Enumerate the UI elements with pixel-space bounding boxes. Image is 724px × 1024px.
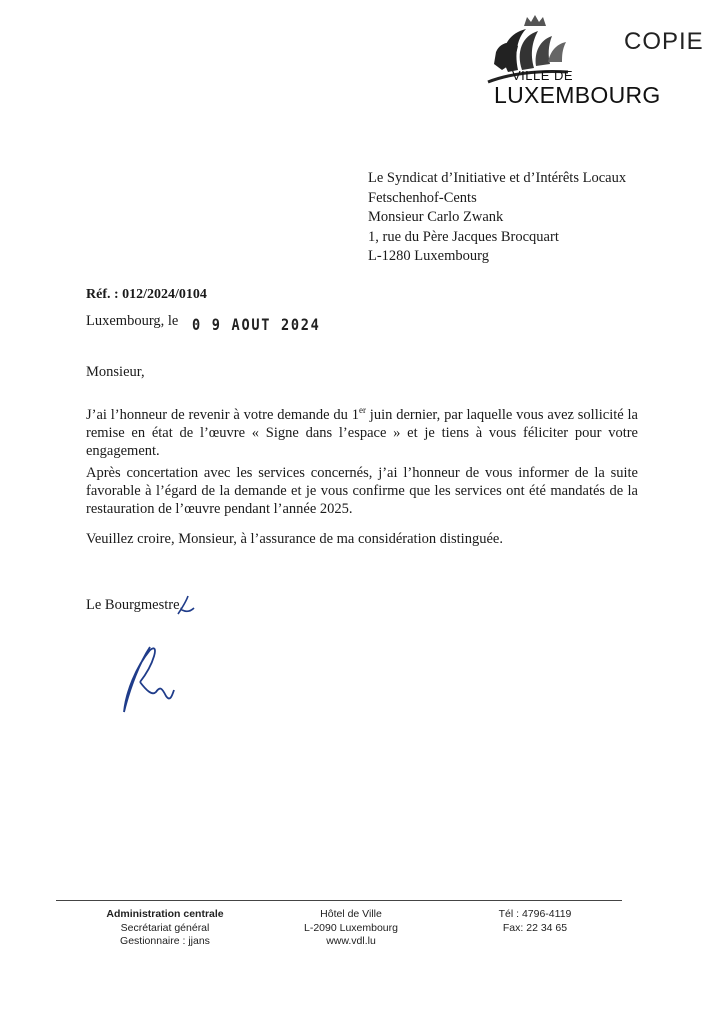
footer-fax: Fax: 22 34 65 xyxy=(502,921,568,934)
footer-website: www.vdl.lu xyxy=(326,935,376,947)
place-prefix: Luxembourg, le xyxy=(86,313,179,329)
footer-divider xyxy=(56,900,622,901)
copy-stamp: COPIE xyxy=(624,28,704,55)
recipient-line: Fetschenhof-Cents xyxy=(368,189,477,206)
footer-address xyxy=(296,908,406,949)
signatory-title: Le Bourgmestre, xyxy=(86,597,184,613)
paragraph-1-end: juin dernier, par laquelle vous avez sollicité la remise en état de l’œuvre « Signe dans l’espace » et je tiens à vous féliciter pour votre engagement. xyxy=(86,406,638,459)
logo-line2: LUXEMBOURG xyxy=(494,82,661,108)
recipient-line: Le Syndicat d’Initiative et d’Intérêts Locaux xyxy=(368,170,627,186)
footer-phone: Tél : 4796-4119 xyxy=(498,908,572,920)
closing-formula: Veuillez croire, Monsieur, à l’assurance de ma considération distinguée. xyxy=(86,531,503,547)
footer-address-line: L-2090 Luxembourg xyxy=(304,921,398,934)
recipient-line: L-1280 Luxembourg xyxy=(368,248,489,264)
date-stamp: 0 9 AOUT 2024 xyxy=(192,315,321,334)
recipient-address xyxy=(368,169,626,267)
footer-admin-line: Gestionnaire : jjans xyxy=(120,935,210,947)
recipient-line: Monsieur Carlo Zwank xyxy=(368,209,504,225)
footer-admin-line: Secrétariat général xyxy=(120,921,210,934)
footer-contact xyxy=(490,908,580,935)
logo-line1: VILLE DE xyxy=(512,68,574,83)
footer-admin-title: Administration centrale xyxy=(106,908,224,920)
recipient-line: 1, rue du Père Jacques Brocquart xyxy=(368,228,559,245)
handwritten-signature xyxy=(110,592,210,722)
reference-number: Réf. : 012/2024/0104 xyxy=(86,287,207,302)
salutation: Monsieur, xyxy=(86,364,145,380)
paragraph-2: Après concertation avec les services concernés, j’ai l’honneur de vous informer de la suite favorable à l’égard de la demande et je vous confirme que les services ont été mandatés de la restauration de l’œuvre pendant l’année 2025. xyxy=(86,465,638,517)
paragraph-1-start: J’ai l’honneur de revenir à votre demande du 1 xyxy=(86,406,359,423)
ordinal-superscript: er xyxy=(358,405,366,415)
footer-address-line: Hôtel de Ville xyxy=(320,908,382,920)
paragraph-1 xyxy=(86,401,638,460)
footer-administration xyxy=(100,908,230,949)
